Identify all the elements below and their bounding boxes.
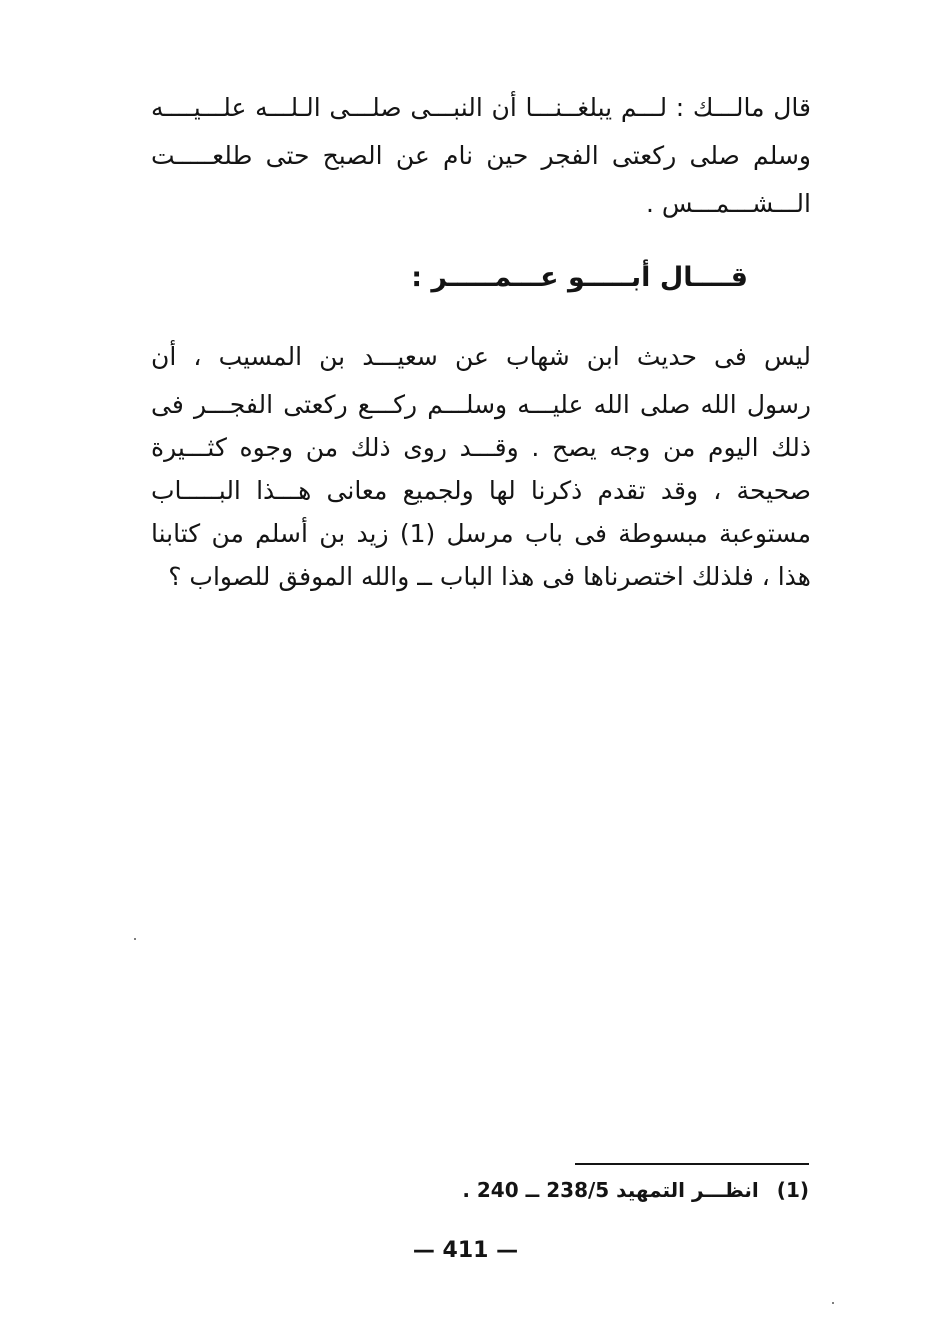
text-line: وسلم صلى ركعتى الفجر حين نام عن الصبح حتى طلعـــــت	[151, 141, 811, 170]
footnote	[462, 1178, 809, 1202]
text-line: هذا ، فلذلك اختصرناها فى هذا الباب ــ والله الموفق للصواب ؟	[168, 562, 811, 591]
scan-speck	[832, 1302, 834, 1304]
text-line: رسول الله صلى الله عليـــه وسلـــم ركـــع ركعتى الفجـــر فى	[151, 390, 811, 419]
footnote-text: انظـــر التمهيد 238/5 ــ 240 .	[462, 1178, 759, 1202]
text-line: صحيحة ، وقد تقدم ذكرنا لها ولجميع معانى هـــذا البـــــاب	[151, 476, 811, 505]
paragraph-malik	[151, 84, 811, 228]
section-heading: قــــال أبـــــو عـــمـــــر :	[411, 262, 748, 293]
footnote-number: (1)	[776, 1178, 809, 1202]
text-line: الـــشـــمـــس .	[645, 189, 811, 218]
text-line: ذلك اليوم من وجه يصح . وقـــد روى ذلك من وجوه كثـــيرة	[151, 433, 811, 462]
footnote-separator	[575, 1163, 809, 1165]
text-line: مستوعبة مبسوطة فى باب مرسل (1) زيد بن أسلم من كتابنا	[151, 519, 811, 548]
text-line: قال مالـــك : لـــم يبلغــنـــا أن النبـــى صلـــى الـلـــه علـــيــــه	[151, 93, 811, 122]
page-number: — 411 —	[412, 1238, 519, 1263]
scan-speck	[134, 938, 136, 940]
paragraph-abu-umar	[151, 333, 811, 601]
text-line: ليس فى حديث ابن شهاب عن سعيـــد بن المسيب ، أن	[151, 342, 811, 371]
